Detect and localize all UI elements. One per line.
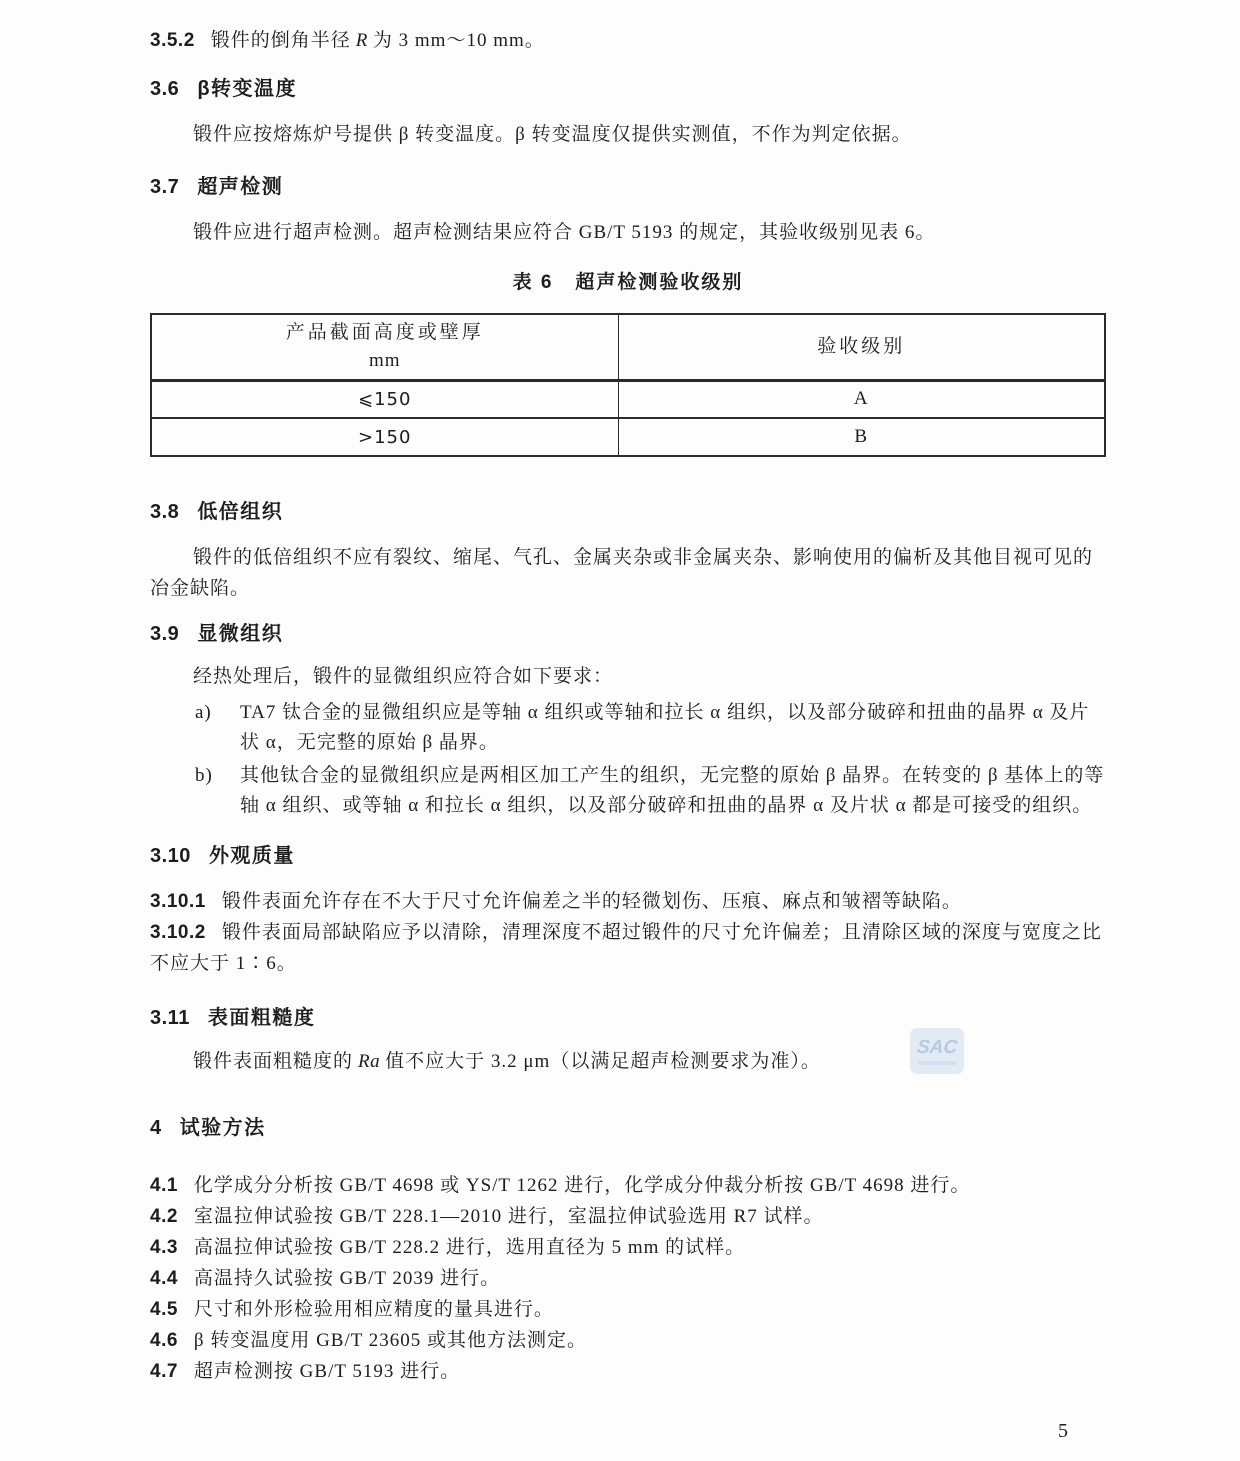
heading-number: 3.7	[150, 176, 180, 198]
clause-3-10-2	[150, 917, 1106, 979]
clause-text: 为 3 mm～10 mm。	[372, 30, 545, 51]
method-list	[150, 1173, 1106, 1385]
heading-3-11	[150, 1005, 1106, 1031]
heading-3-8	[150, 499, 1106, 525]
clause-3-5-2	[150, 28, 1106, 54]
clause-text: 化学成分分析按 GB/T 4698 或 YS/T 1262 进行，化学成分仲裁分析按 GB/T 4698 进行。	[193, 1175, 971, 1196]
header-line-1: 产品截面高度或壁厚	[285, 321, 484, 343]
sac-watermark-text: SAC	[915, 1036, 959, 1058]
clause-number: 3.10.2	[150, 922, 206, 943]
clause-4-2	[150, 1204, 1106, 1230]
clause-text: 锻件表面粗糙度的	[193, 1051, 354, 1072]
sac-watermark	[910, 1028, 964, 1074]
heading-3-10	[150, 843, 1106, 869]
list-label-a: a)	[195, 702, 212, 723]
cell-dimension-2: >150	[151, 418, 618, 456]
list-text-a: TA7 钛合金的显微组织应是等轴 α 组织或等轴和拉长 α 组织，以及部分破碎和扭曲的晶界 α 及片状 α，无完整的原始 β 晶界。	[240, 702, 1090, 753]
cell-grade-1: A	[853, 388, 869, 410]
cell-grade-2: B	[618, 418, 1105, 456]
clause-number: 3.10.1	[150, 891, 206, 912]
clause-3-10-1	[150, 886, 1106, 917]
heading-title: β转变温度	[197, 78, 298, 100]
clause-number: 4.1	[150, 1175, 178, 1196]
heading-number: 4	[150, 1117, 162, 1139]
heading-number: 3.10	[150, 845, 191, 867]
clause-4-1	[150, 1173, 1106, 1199]
clause-text: 室温拉伸试验按 GB/T 228.1—2010 进行，室温拉伸试验选用 R7 试样。	[193, 1206, 824, 1227]
table-caption-label: 表 6	[512, 272, 554, 293]
list-text-b: 其他钛合金的显微组织应是两相区加工产生的组织，无完整的原始 β 晶界。在转变的 β 基体上的等轴 α 组织、或等轴 α 和拉长 α 组织，以及部分破碎和扭曲的晶界 α 及片状 α 都是可接受的组织。	[240, 765, 1105, 816]
variable-r: R	[355, 30, 368, 51]
heading-3-6	[150, 76, 1106, 102]
paragraph-3-7: 锻件应进行超声检测。超声检测结果应符合 GB/T 5193 的规定，其验收级别见表 6。	[193, 222, 936, 243]
page-content	[150, 28, 1106, 1390]
heading-title: 表面粗糙度	[207, 1007, 316, 1029]
list-item-b	[195, 761, 1106, 821]
clause-number: 4.4	[150, 1268, 178, 1289]
clause-text: 尺寸和外形检验用相应精度的量具进行。	[193, 1299, 554, 1320]
paragraph-3-6: 锻件应按熔炼炉号提供 β 转变温度。β 转变温度仅提供实测值，不作为判定依据。	[193, 124, 912, 145]
heading-number: 3.6	[150, 78, 180, 100]
page-number: 5	[1058, 1420, 1068, 1442]
heading-number: 3.11	[150, 1007, 190, 1029]
clause-number: 4.7	[150, 1361, 178, 1382]
clause-number: 4.3	[150, 1237, 178, 1258]
heading-3-7	[150, 174, 1106, 200]
table-row	[151, 418, 1105, 456]
paragraph-3-9-intro: 经热处理后，锻件的显微组织应符合如下要求：	[193, 666, 614, 687]
clause-number: 4.6	[150, 1330, 178, 1351]
table-caption-title: 超声检测验收级别	[575, 272, 744, 293]
table-row	[151, 380, 1105, 418]
sac-watermark-bar	[918, 1061, 956, 1065]
table-6-caption	[150, 270, 1106, 296]
clause-text: 高温拉伸试验按 GB/T 228.2 进行，选用直径为 5 mm 的试样。	[193, 1237, 746, 1258]
clause-text: 值不应大于 3.2 μm（以满足超声检测要求为准）。	[385, 1051, 821, 1072]
heading-title: 外观质量	[208, 845, 295, 867]
clause-text: 锻件表面局部缺陷应予以清除，清理深度不超过锻件的尺寸允许偏差；且清除区域的深度与宽度之比不应大于 1∶6。	[150, 922, 1102, 974]
paragraph-3-8: 锻件的低倍组织不应有裂纹、缩尾、气孔、金属夹杂或非金属夹杂、影响使用的偏析及其他目视可见的冶金缺陷。	[150, 547, 1094, 599]
heading-title: 试验方法	[179, 1117, 266, 1139]
heading-4	[150, 1115, 1106, 1141]
clause-4-5	[150, 1297, 1106, 1323]
list-label-b: b)	[195, 765, 213, 786]
clause-text: 锻件的倒角半径	[210, 30, 351, 51]
clause-text: β 转变温度用 GB/T 23605 或其他方法测定。	[193, 1330, 588, 1351]
clause-number: 4.5	[150, 1299, 178, 1320]
header-line-2: mm	[368, 349, 401, 371]
clause-4-7	[150, 1359, 1106, 1385]
clause-number: 4.2	[150, 1206, 178, 1227]
clause-text: 超声检测按 GB/T 5193 进行。	[193, 1361, 461, 1382]
heading-number: 3.9	[150, 623, 180, 645]
clause-number: 3.5.2	[150, 30, 195, 51]
clause-4-6	[150, 1328, 1106, 1354]
cell-dimension-1: ⩽150	[151, 380, 618, 418]
table-header-grade: 验收级别	[618, 314, 1105, 380]
table-6	[150, 313, 1106, 457]
heading-3-9	[150, 621, 1106, 647]
heading-title: 显微组织	[197, 623, 284, 645]
list-item-a	[195, 698, 1106, 758]
clause-4-4	[150, 1266, 1106, 1292]
table-header-row	[151, 314, 1105, 380]
clause-text: 锻件表面允许存在不大于尺寸允许偏差之半的轻微划伤、压痕、麻点和皱褶等缺陷。	[221, 891, 962, 912]
clause-4-3	[150, 1235, 1106, 1261]
variable-ra: Ra	[358, 1051, 381, 1072]
heading-title: 低倍组织	[197, 501, 284, 523]
table-header-dimension	[151, 314, 618, 380]
clause-text: 高温持久试验按 GB/T 2039 进行。	[193, 1268, 501, 1289]
heading-number: 3.8	[150, 501, 180, 523]
heading-title: 超声检测	[197, 176, 284, 198]
